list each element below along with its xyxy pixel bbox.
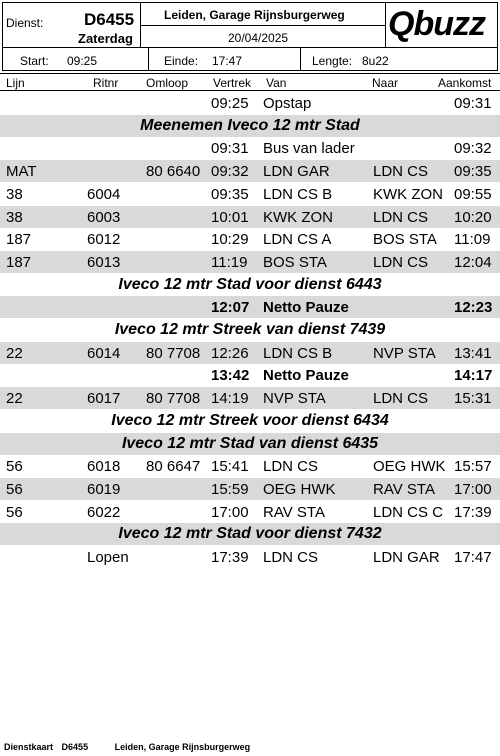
table-row <box>0 137 500 159</box>
cell-van: Bus van lader <box>263 140 355 158</box>
cell-aankomst: 17:39 <box>454 503 492 521</box>
cell-naar: RAV STA <box>373 480 435 498</box>
section-header: Iveco 12 mtr Stad voor dienst 7432 <box>0 523 500 545</box>
cell-ritnr: 6014 <box>87 344 121 362</box>
cell-van: BOS STA <box>263 253 327 271</box>
einde-divider <box>148 47 149 71</box>
section-header: Iveco 12 mtr Stad van dienst 6435 <box>0 433 500 455</box>
table-row <box>0 501 500 523</box>
cell-aankomst: 15:31 <box>454 390 492 408</box>
cell-vertrek: 12:26 <box>211 344 249 362</box>
col-lijn: Lijn <box>6 76 25 90</box>
cell-naar: OEG HWK <box>373 458 446 476</box>
cell-aankomst: 17:00 <box>454 480 492 498</box>
cell-omloop: 80 6647 <box>146 458 201 476</box>
cell-naar: LDN CS <box>373 208 429 226</box>
cell-ritnr: 6017 <box>87 390 121 408</box>
cell-vertrek: 17:39 <box>211 549 249 566</box>
cell-naar: LDN GAR <box>373 549 440 566</box>
cell-omloop: 80 6640 <box>146 163 201 181</box>
pause-row <box>0 364 500 386</box>
dienst-label: Dienst: <box>6 16 44 30</box>
cell-aankomst: 10:20 <box>454 208 492 226</box>
cell-naar: LDN CS C <box>373 503 444 521</box>
cell-aankomst: 13:41 <box>454 344 492 362</box>
col-ritnr: Ritnr <box>93 76 119 90</box>
cell-aankomst: 15:57 <box>454 458 492 476</box>
cell-van: LDN CS B <box>263 185 333 203</box>
table-row <box>0 251 500 273</box>
cell-aankomst: 09:55 <box>454 185 492 203</box>
cell-lijn: MAT <box>6 163 37 181</box>
footer-label: Dienstkaart <box>4 742 54 752</box>
cell-van: RAV STA <box>263 503 325 521</box>
cell-vertrek: 15:59 <box>211 480 249 498</box>
cell-vertrek: 10:01 <box>211 208 249 226</box>
pause-text: Netto Pauze <box>263 299 349 317</box>
col-omloop: Omloop <box>146 76 189 90</box>
cell-lijn: 56 <box>6 458 23 476</box>
section-header: Iveco 12 mtr Streek van dienst 7439 <box>114 321 386 338</box>
column-header-row <box>0 73 500 91</box>
col-van: Van <box>266 76 287 90</box>
cell-ritnr: 6013 <box>87 253 121 271</box>
cell-naar: LDN CS <box>373 163 429 181</box>
cell-vertrek: 10:29 <box>211 231 249 249</box>
cell-aankomst: 09:35 <box>454 163 492 181</box>
table-row <box>0 546 500 568</box>
einde-time: 17:47 <box>212 54 243 68</box>
col-naar: Naar <box>372 76 399 90</box>
pause-aankomst: 12:23 <box>454 299 493 317</box>
table-row <box>0 455 500 477</box>
pause-text: Netto Pauze <box>263 367 349 385</box>
cell-aankomst: 11:09 <box>454 231 491 249</box>
pause-row <box>0 296 500 318</box>
pause-vertrek: 12:07 <box>211 299 250 317</box>
cell-ritnr: 6018 <box>87 458 121 476</box>
lengte-divider <box>300 47 301 71</box>
pause-aankomst: 14:17 <box>454 367 493 385</box>
cell-ritnr: 6022 <box>87 503 121 521</box>
cell-ritnr: 6003 <box>87 208 121 226</box>
garage-name: Leiden, Garage Rijnsburgerweg <box>164 8 345 22</box>
qbuzz-logo: Qbuzz <box>388 5 485 43</box>
date: 20/04/2025 <box>228 31 289 45</box>
table-row <box>0 183 500 205</box>
cell-aankomst: 09:32 <box>454 140 492 158</box>
footer-garage: Leiden, Garage Rijnsburgerweg <box>114 742 251 752</box>
cell-lijn: 56 <box>6 480 23 498</box>
cell-lijn: 38 <box>6 208 23 226</box>
cell-naar: LDN CS <box>373 253 429 271</box>
table-row <box>0 92 500 114</box>
table-row <box>0 228 500 250</box>
cell-ritnr: Lopen <box>87 549 129 566</box>
cell-naar: BOS STA <box>373 231 437 249</box>
cell-vertrek: 09:25 <box>211 95 249 112</box>
cell-vertrek: 09:32 <box>211 163 249 181</box>
cell-aankomst: 12:04 <box>454 253 492 271</box>
cell-naar: KWK ZON <box>373 185 443 203</box>
cell-vertrek: 11:19 <box>211 253 248 271</box>
cell-vertrek: 17:00 <box>211 503 249 521</box>
lengte-value: 8u22 <box>362 54 389 68</box>
footer-dienst: D6455 <box>61 742 89 752</box>
cell-van: OEG HWK <box>263 480 336 498</box>
cell-van: LDN CS <box>263 458 319 476</box>
cell-lijn: 22 <box>6 390 23 408</box>
footer <box>4 742 274 752</box>
start-label: Start: <box>20 54 49 68</box>
pause-vertrek: 13:42 <box>211 367 250 385</box>
cell-omloop: 80 7708 <box>146 344 201 362</box>
cell-van: LDN CS <box>263 549 319 566</box>
cell-ritnr: 6004 <box>87 185 121 203</box>
cell-ritnr: 6012 <box>87 231 121 249</box>
section-header: Iveco 12 mtr Stad voor dienst 6443 <box>118 275 382 293</box>
cell-ritnr: 6019 <box>87 480 121 498</box>
table-row <box>0 478 500 500</box>
col-aankomst: Aankomst <box>438 76 492 90</box>
cell-van: LDN GAR <box>263 163 330 181</box>
cell-omloop: 80 7708 <box>146 390 201 408</box>
cell-aankomst: 17:47 <box>454 549 492 566</box>
cell-van: Opstap <box>263 95 312 112</box>
start-time: 09:25 <box>67 54 98 68</box>
table-row <box>0 160 500 182</box>
cell-lijn: 38 <box>6 185 23 203</box>
table-row <box>0 342 500 364</box>
dienst-number: D6455 <box>84 10 135 29</box>
cell-van: LDN CS B <box>263 344 333 362</box>
table-row <box>0 387 500 409</box>
cell-vertrek: 14:19 <box>211 390 249 408</box>
cell-lijn: 56 <box>6 503 23 521</box>
cell-lijn: 187 <box>6 231 32 249</box>
col-vertrek: Vertrek <box>213 76 252 90</box>
cell-lijn: 22 <box>6 344 23 362</box>
einde-label: Einde: <box>164 54 199 68</box>
cell-aankomst: 09:31 <box>454 95 492 112</box>
cell-naar: NVP STA <box>373 344 436 362</box>
cell-vertrek: 09:31 <box>211 140 249 158</box>
lengte-label: Lengte: <box>312 54 353 68</box>
section-header: Iveco 12 mtr Streek voor dienst 6434 <box>111 411 389 429</box>
cell-lijn: 187 <box>6 253 32 271</box>
cell-van: LDN CS A <box>263 231 332 249</box>
cell-van: NVP STA <box>263 390 326 408</box>
cell-naar: LDN CS <box>373 390 429 408</box>
cell-vertrek: 09:35 <box>211 185 249 203</box>
cell-van: KWK ZON <box>263 208 333 226</box>
table-row <box>0 206 500 228</box>
section-header: Meenemen Iveco 12 mtr Stad <box>0 115 500 137</box>
dienst-day: Zaterdag <box>78 31 133 46</box>
cell-vertrek: 15:41 <box>211 458 249 476</box>
